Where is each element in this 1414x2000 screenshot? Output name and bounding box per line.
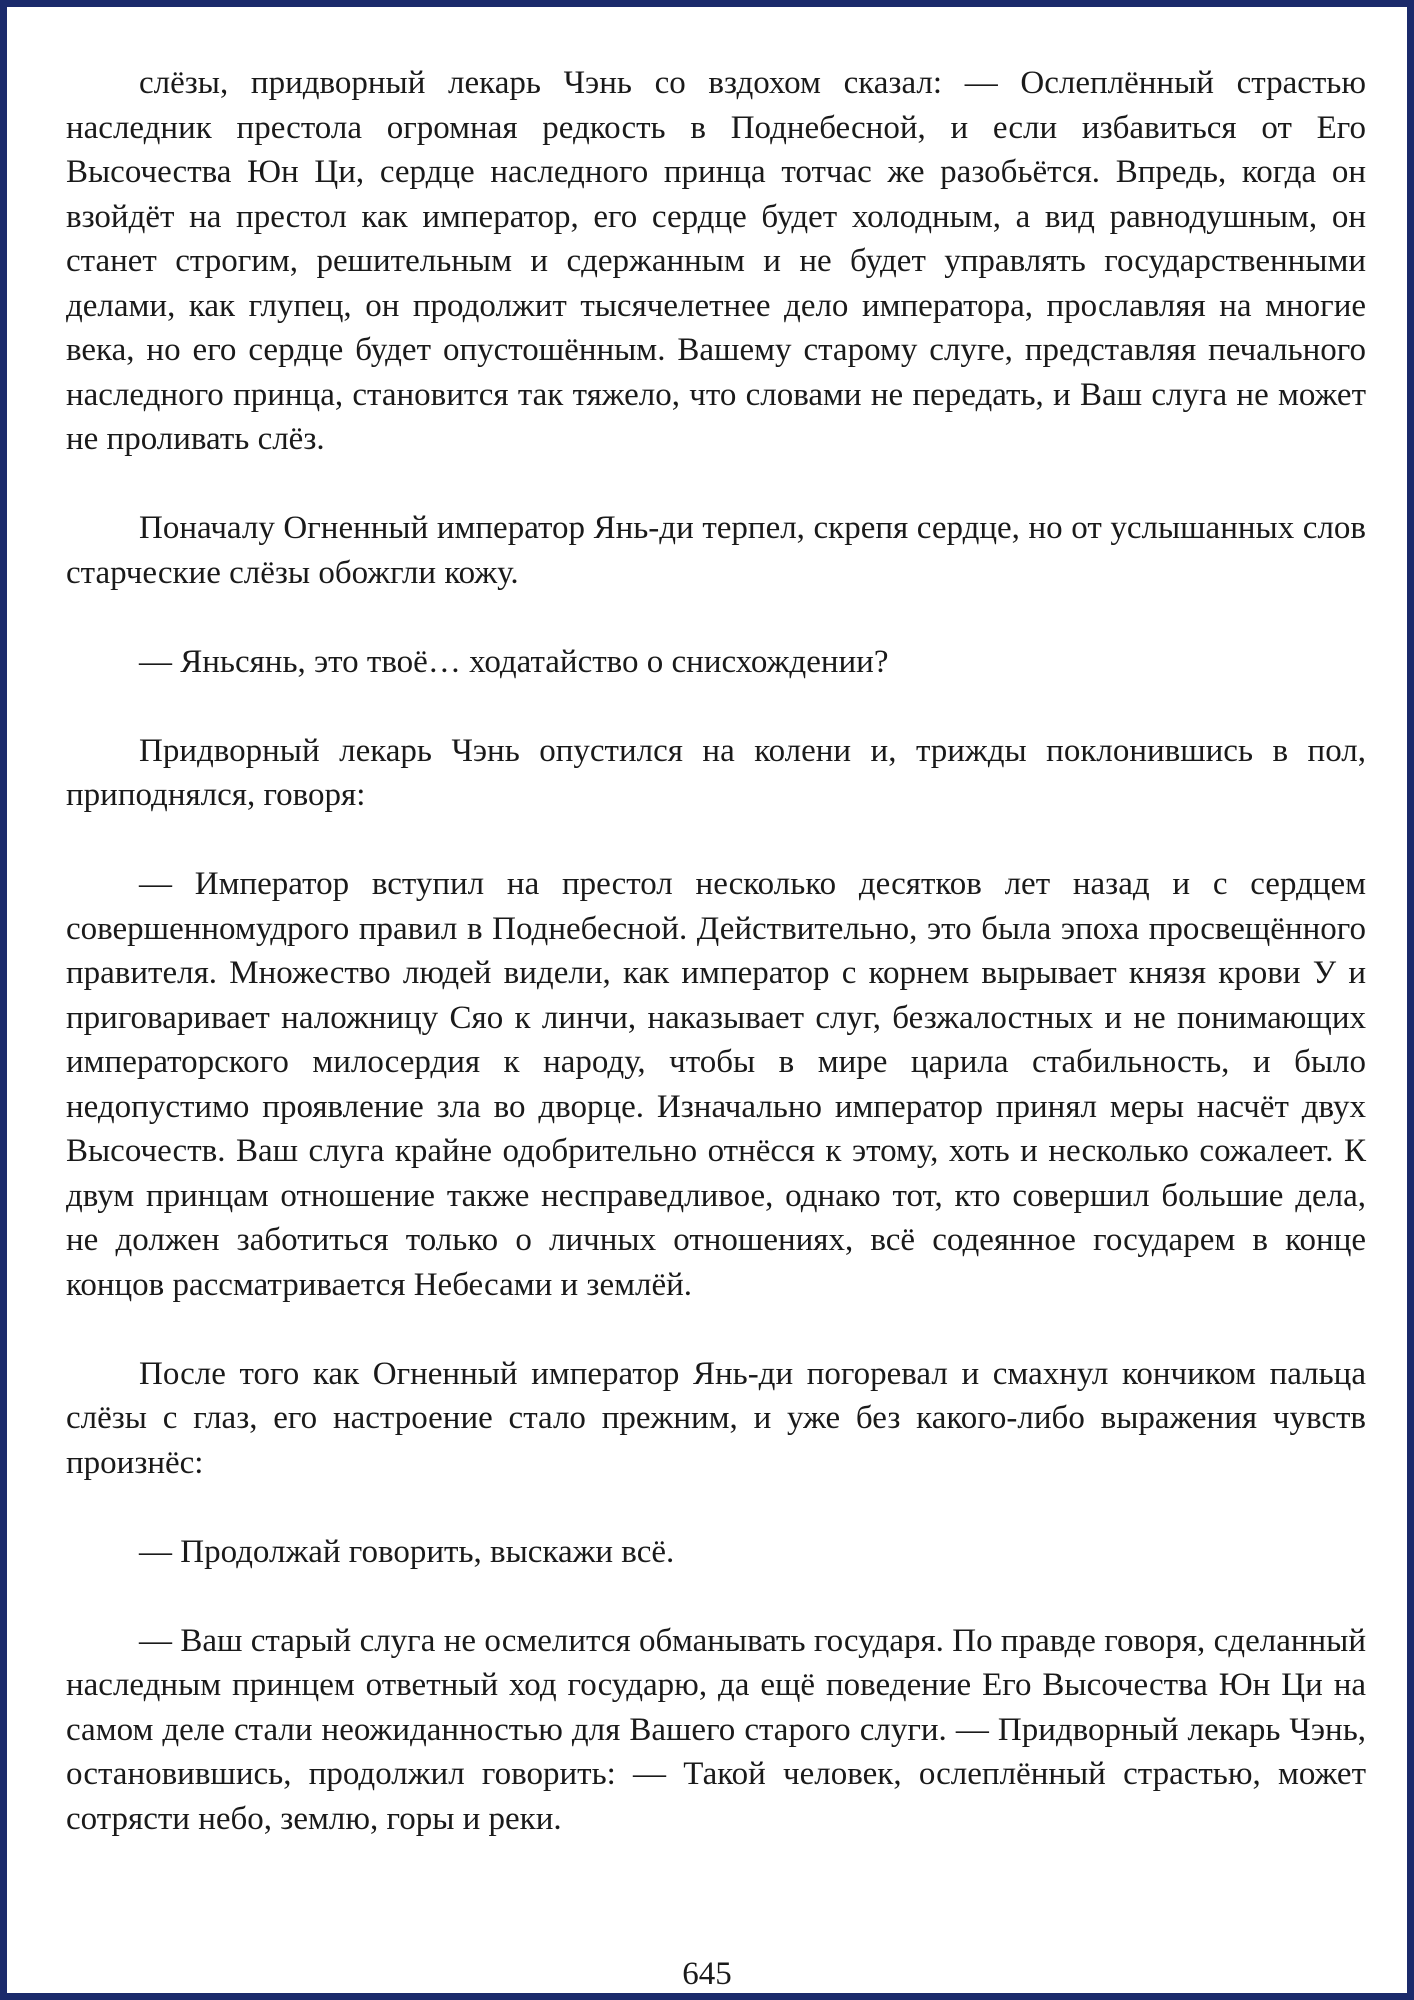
- paragraph: — Ваш старый слуга не осмелится обманывать государя. По правде говоря, сделанный наследным принцем ответный ход государю, да ещё поведение Его Высочества Юн Ци на самом деле стали неожиданностью для Вашего старого слуги. — Придворный лекарь Чэнь, остановившись, продолжил говорить: — Такой человек, ослеплённый страстью, может сотрясти небо, землю, горы и реки.: [66, 1622, 1366, 1837]
- page-text: [66, 61, 1366, 1841]
- page-number: 645: [682, 1956, 732, 1992]
- paragraph: слёзы, придворный лекарь Чэнь со вздохом сказал: — Ослеплённый страстью наследник престола огромная редкость в Поднебесной, и если избавиться от Его Высочества Юн Ци, сердце наследного принца тотчас же разобьётся. Впредь, когда он взойдёт на престол как император, его сердце будет холодным, а вид равнодушным, он станет строгим, решительным и сдержанным и не будет управлять государственными делами, как глупец, он продолжит тысячелетнее дело императора, прославляя на многие века, но его сердце будет опустошённым. Вашему старому слуге, представляя печального наследного принца, становится так тяжело, что словами не передать, и Ваш слуга не может не проливать слёз.: [66, 65, 1366, 457]
- paragraph: — Продолжай говорить, выскажи всё.: [139, 1533, 675, 1570]
- paragraph: После того как Огненный император Янь-ди погоревал и смахнул кончиком пальца слёзы с глаз, его настроение стало прежним, и уже без какого-либо выражения чувств произнёс:: [66, 1355, 1366, 1481]
- paragraph: — Император вступил на престол несколько десятков лет назад и с сердцем совершенномудрого правил в Поднебесной. Действительно, это была эпоха просвещённого правителя. Множество людей видели, как император с корнем вырывает князя крови У и приговаривает наложницу Сяо к линчи, наказывает слуг, безжалостных и не понимающих императорского милосердия к народу, чтобы в мире царила стабильность, и было недопустимо проявление зла во дворце. Изначально император принял меры насчёт двух Высочеств. Ваш слуга крайне одобрительно отнёсся к этому, хоть и несколько сожалеет. К двум принцам отношение также несправедливое, однако тот, кто совершил большие дела, не должен заботиться только о личных отношениях, всё содеянное государем в конце концов рассматривается Небесами и землёй.: [66, 866, 1366, 1303]
- paragraph: Придворный лекарь Чэнь опустился на колени и, трижды поклонившись в пол, приподнялся, говоря:: [66, 732, 1366, 813]
- paragraph: — Яньсянь, это твоё… ходатайство о снисхождении?: [139, 643, 889, 680]
- paragraph: Поначалу Огненный император Янь-ди терпел, скрепя сердце, но от услышанных слов старческие слёзы обожгли кожу.: [66, 510, 1366, 591]
